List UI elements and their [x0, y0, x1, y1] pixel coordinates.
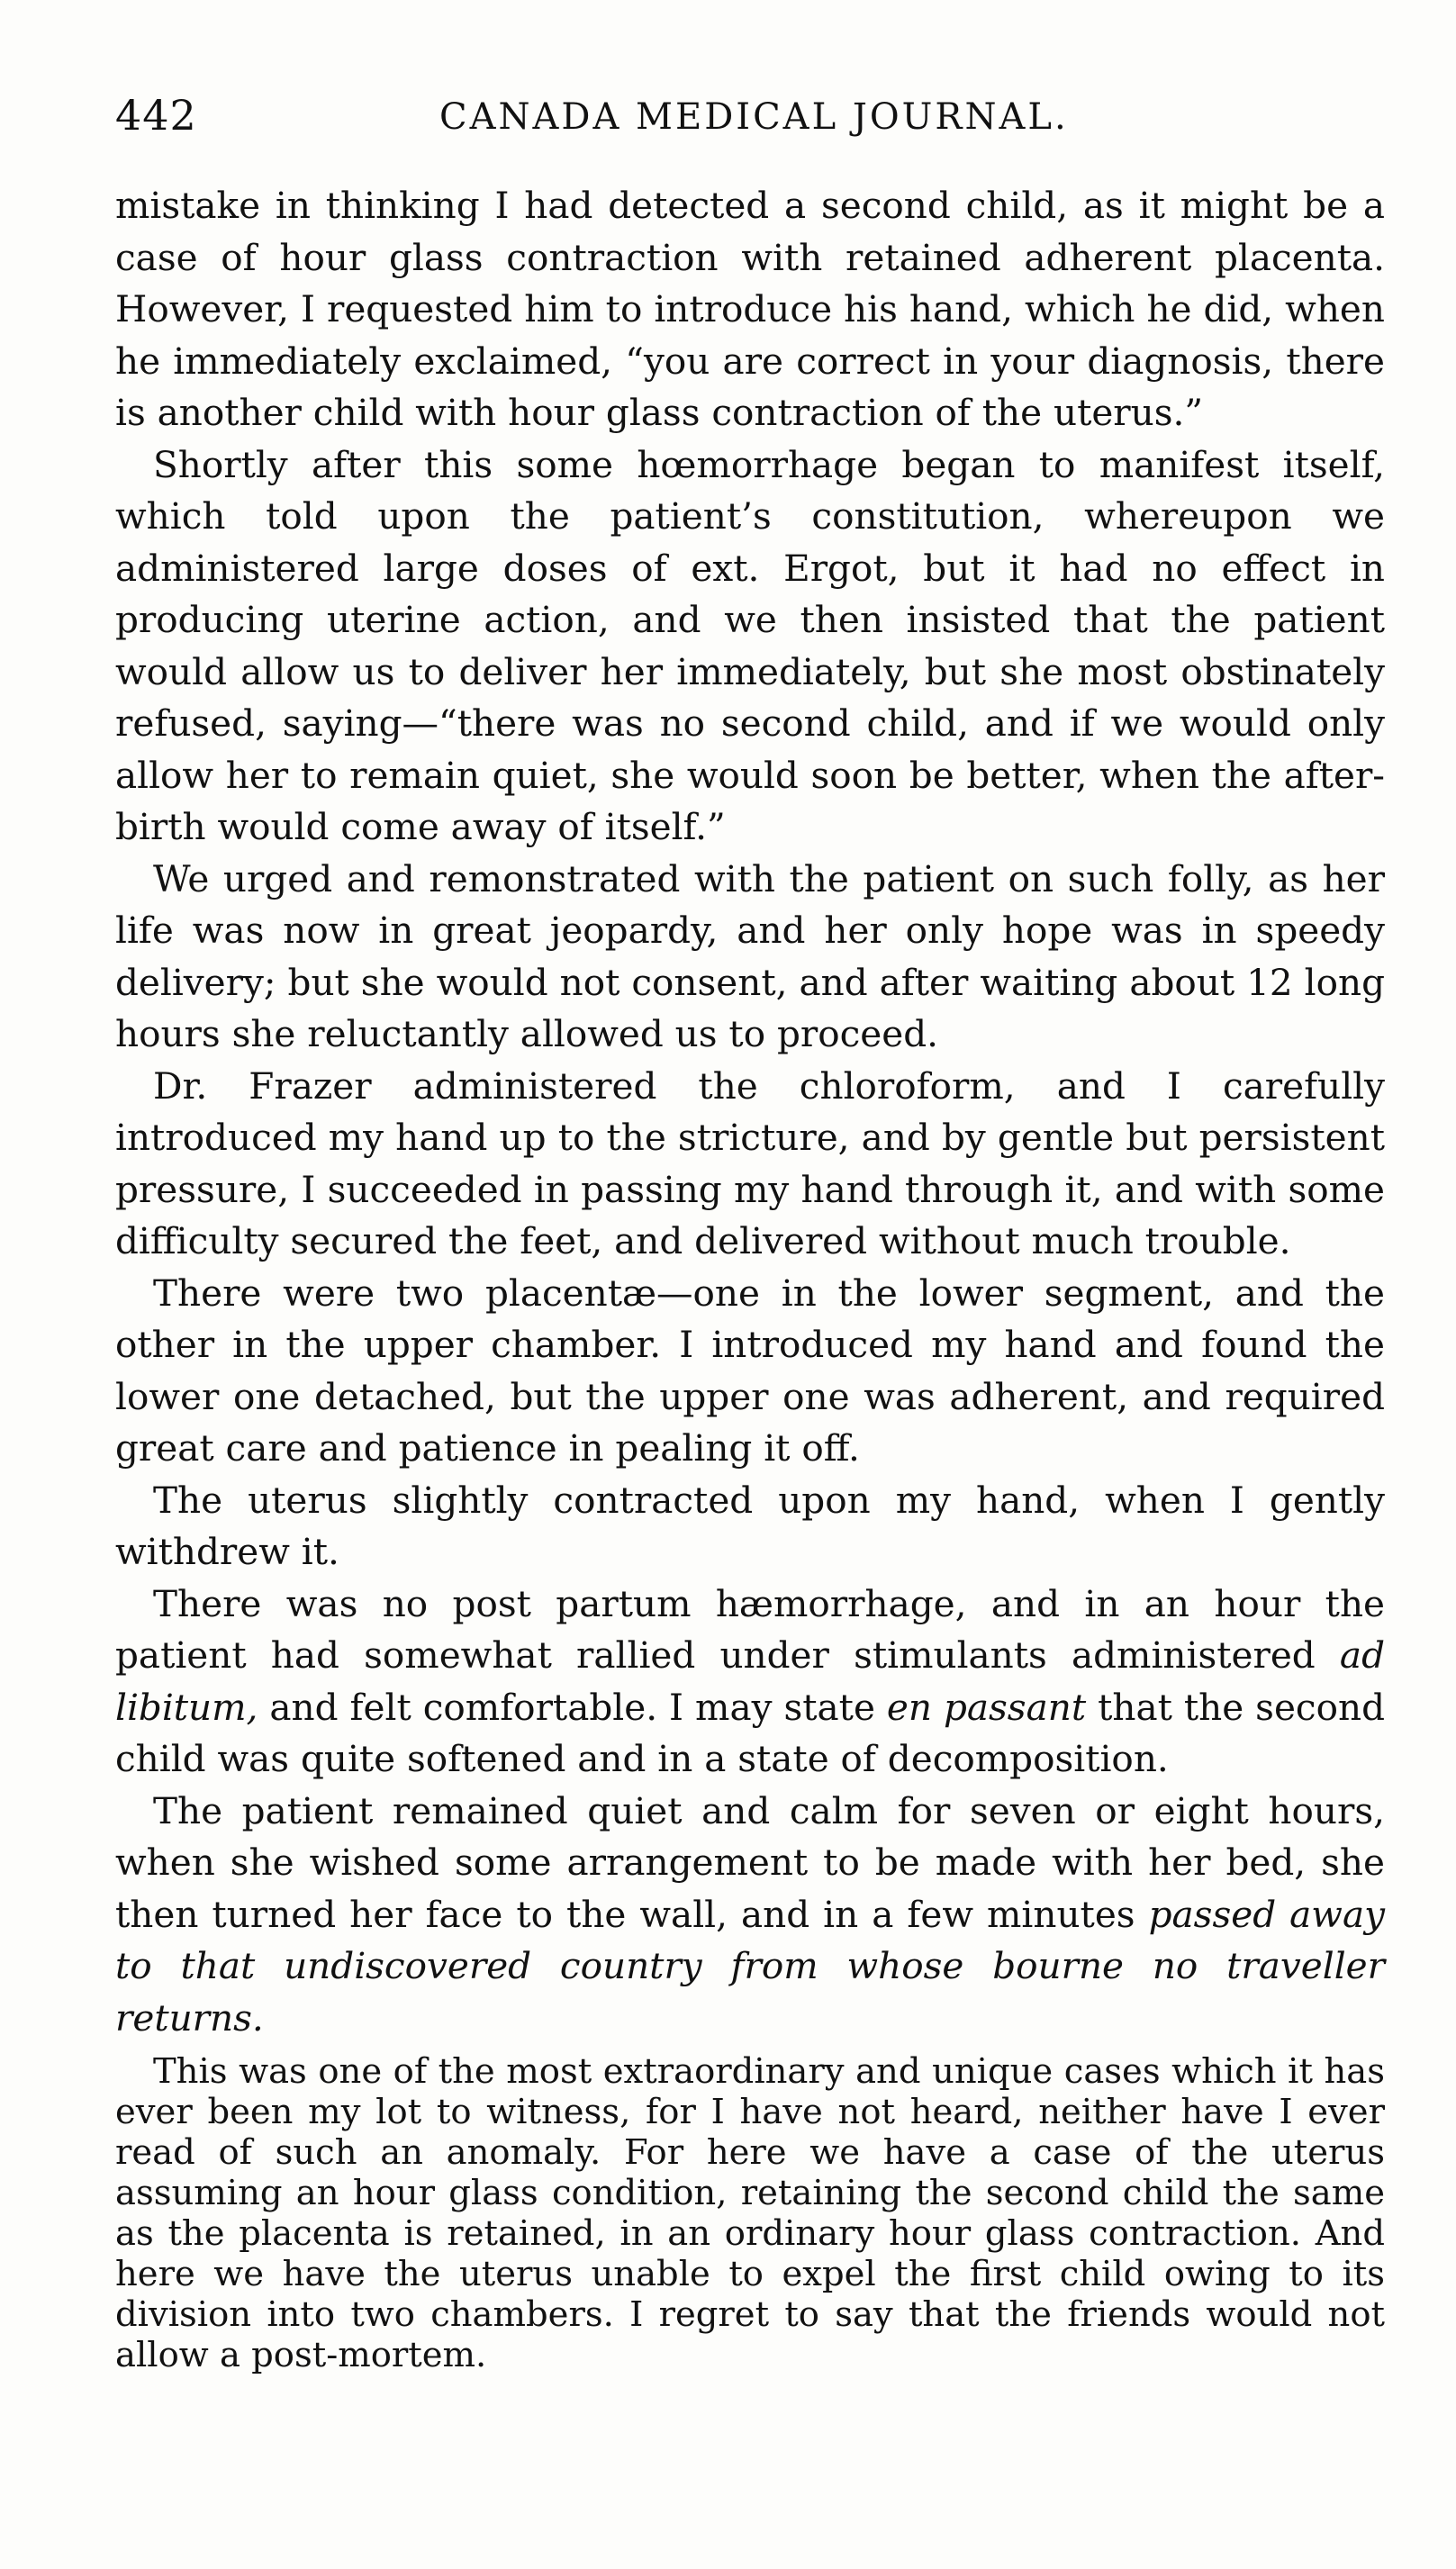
post-partum-text-start: There was no post partum hæmorrhage, and in an hour the patient had somewhat rallied under stimulants administered — [115, 1581, 1385, 1677]
paragraph-conclusion: This was one of the most extraordinary and unique cases which it has ever been my lot to witness, for I have not heard, neither have I ever read of such an anomaly. For here we have a case of the uterus assuming an hour glass condition, retaining the second child the same as the placenta is retained, in an ordinary hour glass contraction. And here we have the uterus unable to expel the first child owing to its division into two chambers. I regret to say that the friends would not allow a post-mortem. — [115, 2051, 1385, 2375]
paragraph-haemorrhage: Shortly after this some hœmorrhage began to manifest itself, which told upon the patient’s constitution, whereupon we administered large doses of ext. Ergot, but it had no effect in producing uterine action, and we then insisted that the patient would allow us to deliver her immediately, but she most obstinately refused, saying—“there was no second child, and if we would only allow her to remain quiet, she would soon be better, when the after-birth would come away of itself.” — [115, 442, 1385, 848]
article-body — [115, 180, 1385, 2375]
post-partum-text-middle: and felt comfortable. I may state — [258, 1685, 887, 1729]
paragraph-placentae: There were two placentæ—one in the lower segment, and the other in the upper chamber. I introduced my hand and found the lower one detached, but the upper one was adherent, and required great care and patience in pealing it off. — [115, 1271, 1385, 1470]
journal-title: CANADA MEDICAL JOURNAL. — [439, 96, 1069, 138]
post-partum-text-end: that the second child was quite softened and in a state of decomposition. — [115, 1685, 1385, 1780]
paragraph-uterus-contracted: The uterus slightly contracted upon my hand, when I gently withdrew it. — [115, 1478, 1385, 1573]
italic-undiscovered-country: passed away to that undiscovered country from whose bourne no traveller returns. — [115, 1892, 1385, 2040]
italic-ad-libitum: ad libitum, — [115, 1633, 1385, 1729]
paragraph-post-partum — [115, 1578, 1385, 1786]
paragraph-continuation: mistake in thinking I had detected a second child, as it might be a case of hour glass contraction with retained adherent placenta. However, I requested him to introduce his hand, which he did, when he immediately exclaimed, “you are correct in your diagnosis, there is another child with hour glass contraction of the uterus.” — [115, 184, 1385, 434]
patient-death-text: The patient remained quiet and calm for seven or eight hours, when she wished some arrangement to be made with her bed, she then turned her face to the wall, and in a few minutes — [115, 1788, 1385, 1936]
paragraph-remonstrated: We urged and remonstrated with the patient on such folly, as her life was now in great jeopardy, and her only hope was in speedy delivery; but she would not consent, and after waiting about 12 long hours she reluctantly allowed us to proceed. — [115, 856, 1385, 1055]
running-head — [115, 88, 1394, 142]
page-number: 442 — [115, 91, 197, 140]
paragraph-patient-death — [115, 1786, 1385, 2045]
italic-en-passant: en passant — [886, 1685, 1087, 1729]
paragraph-chloroform: Dr. Frazer administered the chloroform, and I carefully introduced my hand up to the stricture, and by gentle but persistent pressure, I succeeded in passing my hand through it, and with some difficulty secured the feet, and delivered without much trouble. — [115, 1063, 1385, 1262]
